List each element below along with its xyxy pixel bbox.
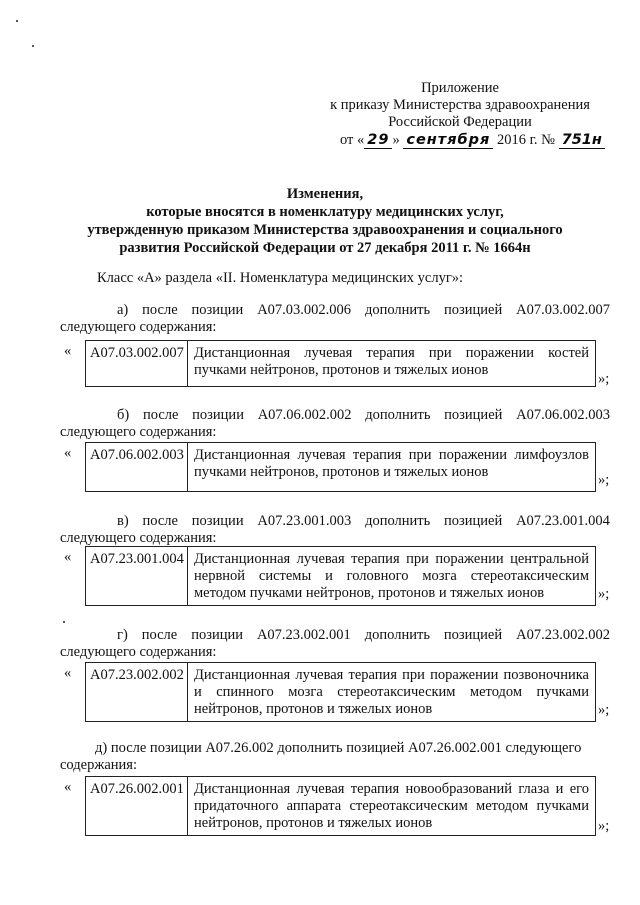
title-line: утвержденную приказом Министерства здравоохранения и социального	[87, 222, 563, 238]
amendment-paragraph: б) после позиции А07.06.002.002 дополнить позицией А07.06.002.003 следующего содержания:	[60, 407, 610, 440]
quote-open: «	[64, 549, 72, 565]
service-description: Дистанционная лучевая терапия при поражении центральной нервной системы и головного мозга стереотаксическим методом пучками нейтронов, протонов и тяжелых ионов	[188, 546, 596, 606]
quote-open: «	[64, 445, 72, 461]
service-code: А07.23.002.002	[85, 662, 188, 722]
scan-speck	[63, 621, 65, 623]
handwritten-order-number: 751н	[559, 132, 605, 149]
nomenclature-entry	[60, 442, 620, 497]
scan-speck	[16, 20, 18, 22]
service-description: Дистанционная лучевая терапия новообразований глаза и его придаточного аппарата стереотаксическим методом пучками нейтронов, протонов и тяжелых ионов	[188, 776, 596, 836]
quote-close: »;	[598, 472, 610, 488]
amendment-paragraph: в) после позиции А07.23.001.003 дополнить позицией А07.23.001.004 следующего содержания:	[60, 513, 610, 546]
quote-open: «	[64, 665, 72, 681]
document-title	[40, 185, 610, 257]
nomenclature-entry	[60, 546, 620, 608]
quote-close: »;	[598, 586, 610, 602]
date-year: 2016 г. №	[496, 132, 555, 148]
service-code: А07.06.002.003	[85, 442, 188, 492]
appendix-title: Приложение	[421, 80, 499, 96]
nomenclature-entry	[60, 662, 620, 724]
order-date-line	[340, 132, 630, 149]
nomenclature-entry	[60, 776, 620, 838]
service-code: А07.23.001.004	[85, 546, 188, 606]
quote-close: »;	[598, 371, 610, 387]
appendix-order-ref: к приказу Министерства здравоохранения	[330, 97, 590, 113]
nomenclature-entry	[60, 340, 620, 400]
quote-open: «	[64, 779, 72, 795]
service-code: А07.26.002.001	[85, 776, 188, 836]
intro-paragraph: Класс «А» раздела «II. Номенклатура медицинских услуг»:	[97, 270, 464, 286]
amendment-paragraph: д) после позиции А07.26.002 дополнить позицией А07.26.002.001 следующего содержания:	[60, 740, 582, 773]
title-line: развития Российской Федерации от 27 декабря 2011 г. № 1664н	[119, 240, 531, 256]
title-line: которые вносятся в номенклатуру медицинских услуг,	[146, 204, 504, 220]
date-quote-close: »	[392, 132, 400, 148]
quote-open: «	[64, 343, 72, 359]
scan-speck	[32, 45, 34, 47]
service-description: Дистанционная лучевая терапия при поражении позвоночника и спинного мозга стереотаксическим методом пучками нейтронов, протонов и тяжелых ионов	[188, 662, 596, 722]
amendment-paragraph: г) после позиции А07.23.002.001 дополнить позицией А07.23.002.002 следующего содержания:	[60, 627, 610, 660]
quote-close: »;	[598, 702, 610, 718]
title-line: Изменения,	[286, 186, 364, 202]
amendment-paragraph: а) после позиции А07.03.002.006 дополнить позицией А07.03.002.007 следующего содержания:	[60, 302, 610, 335]
handwritten-month: сентября	[403, 132, 493, 149]
handwritten-day: 29	[364, 132, 392, 149]
service-description: Дистанционная лучевая терапия при поражении лимфоузлов пучками нейтронов, протонов и тяжелых ионов	[188, 442, 596, 492]
date-prefix: от «	[340, 132, 365, 148]
service-description: Дистанционная лучевая терапия при поражении костей пучками нейтронов, протонов и тяжелых ионов	[188, 340, 596, 387]
service-code: А07.03.002.007	[85, 340, 188, 387]
quote-close: »;	[598, 818, 610, 834]
appendix-country: Российской Федерации	[388, 114, 532, 130]
appendix-header	[300, 80, 620, 131]
